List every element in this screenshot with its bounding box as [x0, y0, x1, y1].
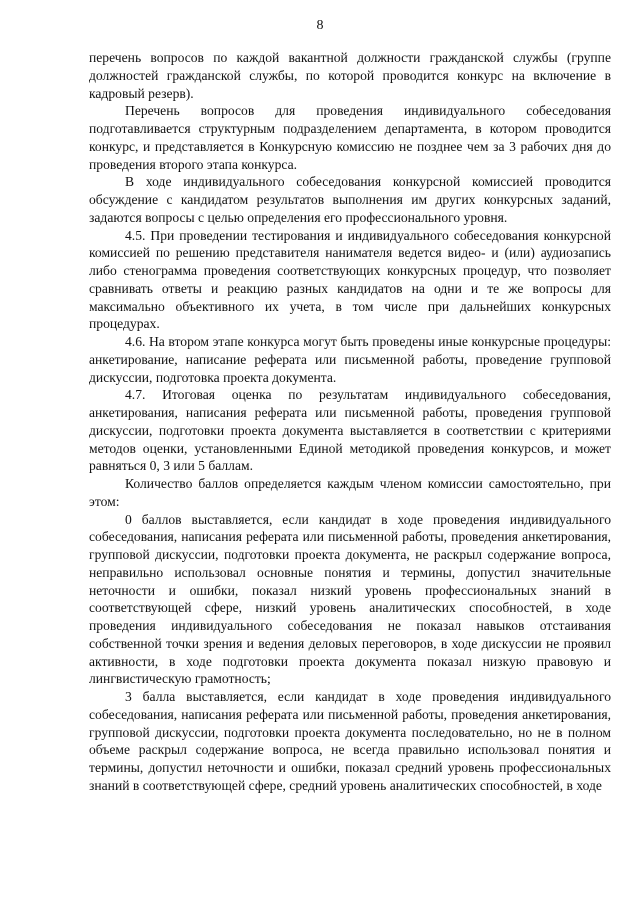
- paragraph-questions-prep: Перечень вопросов для проведения индивидуального собеседования подготавливается структурным подразделением департамента, в котором проводится конкурс, и представляется в Конкурсную комиссию не позднее чем за 3 рабочих дня до проведения второго этапа конкурса.: [89, 103, 611, 172]
- paragraph-4-5: 4.5. При проведении тестирования и индивидуального собеседования конкурсной комиссией по решению представителя нанимателя ведется видео- и (или) аудиозапись либо стенограмма проведения соответствующих конкурсных процедур, что позволяет сравнивать ответы и реакцию разных кандидатов на одни и те же вопросы для максимально объективного их учета, в том числе при дальнейших конкурсных процедурах.: [89, 227, 611, 332]
- document-body: [89, 49, 611, 795]
- paragraph-4-7: 4.7. Итоговая оценка по результатам индивидуального собеседования, анкетирования, написания реферата или письменной работы, проведения групповой дискуссии, подготовки проекта документа выставляется в соответствии с критериями методов оценки, установленными Единой методикой проведения конкурсов, и может равняться 0, 3 или 5 баллам.: [89, 387, 611, 474]
- paragraph-interview-discussion: В ходе индивидуального собеседования конкурсной комиссией проводится обсуждение с кандидатом результатов выполнения им других конкурсных заданий, задаются вопросы с целью определения его профессионального уровня.: [89, 174, 611, 225]
- paragraph-points-intro: Количество баллов определяется каждым членом комиссии самостоятельно, при этом:: [89, 476, 611, 509]
- paragraph-three-points: 3 балла выставляется, если кандидат в ходе проведения индивидуального собеседования, написания реферата или письменной работы, проведения анкетирования, групповой дискуссии, подготовки проекта документа последовательно, но не в полном объеме раскрыл содержание вопроса, не всегда правильно использовал понятия и термины, допустил неточности и ошибки, показал средний уровень профессиональных знаний в соответствующей сфере, средний уровень аналитических способностей, в ходе: [89, 689, 611, 793]
- paragraph-questions-list-end: перечень вопросов по каждой вакантной должности гражданской службы (группе должностей гражданской службы, по которой проводится конкурс на включение в кадровый резерв).: [89, 50, 611, 101]
- page-number: 8: [316, 18, 324, 33]
- paragraph-4-6: 4.6. На втором этапе конкурса могут быть проведены иные конкурсные процедуры: анкетирование, написание реферата или письменной работы, проведение групповой дискуссии, подготовка проекта документа.: [89, 334, 611, 385]
- paragraph-zero-points: 0 баллов выставляется, если кандидат в ходе проведения индивидуального собеседования, написания реферата или письменной работы, проведения анкетирования, групповой дискуссии, подготовки проекта документа, не раскрыл содержание вопроса, неправильно использовал основные понятия и термины, допустил значительные неточности и ошибки, показал низкий уровень профессиональных знаний в соответствующей сфере, низкий уровень аналитических способностей, в ходе проведения индивидуального собеседования не показал навыков отстаивания собственной точки зрения и ведения деловых переговоров, в ходе дискуссии не проявил активности, в ходе подготовки проекта документа показал низкую правовую и лингвистическую грамотность;: [89, 511, 611, 687]
